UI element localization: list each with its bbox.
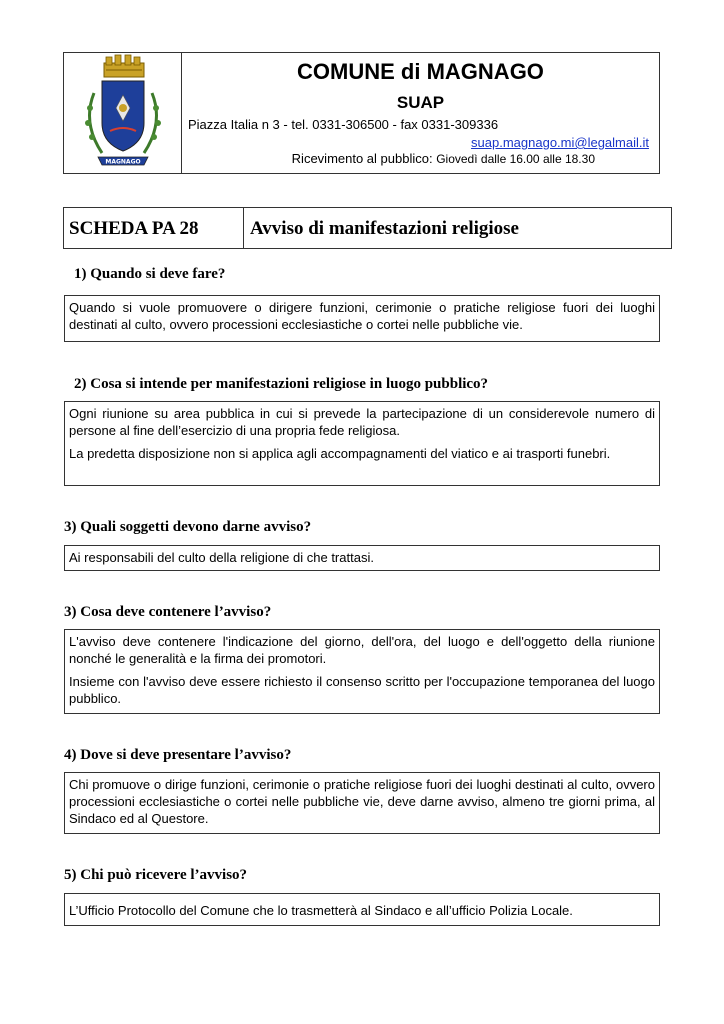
crest-banner-text: MAGNAGO [105, 158, 141, 166]
scheda-code: SCHEDA PA 28 [64, 208, 244, 248]
answer-4-paragraph-2: Insieme con l'avviso deve essere richiesto il consenso scritto per l'occupazione temporanea del luogo pubblico. [69, 674, 655, 706]
reception-label: Ricevimento al pubblico: [291, 151, 433, 166]
answer-2-paragraph-2: La predetta disposizione non si applica agli accompagnamenti del viatico e ai trasporti funebri. [69, 446, 611, 461]
scheda-box [63, 207, 672, 249]
answer-box-4 [64, 629, 660, 714]
answer-6-paragraph-1: L’Ufficio Protocollo del Comune che lo trasmetterà al Sindaco e all’ufficio Polizia Locale. [69, 903, 573, 918]
answer-1-paragraph-1: Quando si vuole promuovere o dirigere funzioni, cerimonie o pratiche religiose fuori dei luoghi destinati al culto, ovvero processioni ecclesiastiche o cortei nelle pubbliche vie. [69, 300, 655, 332]
answer-box-5 [64, 772, 660, 834]
answer-3-paragraph-1: Ai responsabili del culto della religione di che trattasi. [69, 550, 374, 565]
address-line: Piazza Italia n 3 - tel. 0331-306500 - fax 0331-309336 [188, 117, 499, 132]
email-link[interactable]: suap.magnago.mi@legalmail.it [471, 135, 649, 150]
answer-2-paragraph-1: Ogni riunione su area pubblica in cui si prevede la partecipazione di un considerevole numero di persone al fine dell’esercizio di una propria fede religiosa. [69, 406, 655, 438]
reception-hours: Giovedì dalle 16.00 alle 18.30 [436, 152, 595, 166]
question-5: 4) Dove si deve presentare l’avviso? [64, 747, 292, 763]
header-box [63, 52, 660, 174]
question-6: 5) Chi può ricevere l’avviso? [64, 867, 248, 883]
answer-box-1 [64, 295, 660, 342]
question-1: 1) Quando si deve fare? [74, 266, 226, 282]
question-4: 3) Cosa deve contenere l’avviso? [64, 604, 272, 620]
logo-cell [64, 53, 182, 173]
question-2: 2) Cosa si intende per manifestazioni religiose in luogo pubblico? [74, 376, 489, 392]
answer-5-paragraph-1: Chi promuove o dirige funzioni, cerimonie o pratiche religiose fuori dei luoghi destinati al culto, ovvero processioni ecclesiastiche o cortei nelle pubbliche vie, deve darne avviso, almeno tre giorni prima, al Sindaco ed al Questore. [69, 777, 655, 826]
answer-box-3 [64, 545, 660, 571]
answer-4-paragraph-1: L'avviso deve contenere l'indicazione del giorno, dell'ora, del luogo e dell'oggetto della riunione nonché le generalità e la firma dei promotori. [69, 634, 655, 666]
question-3: 3) Quali soggetti devono darne avviso? [64, 519, 312, 535]
answer-box-6 [64, 893, 660, 926]
office-subtitle: SUAP [396, 93, 445, 112]
reception-line [182, 151, 595, 166]
scheda-title: Avviso di manifestazioni religiose [250, 218, 519, 239]
magnago-crest-icon [64, 53, 182, 173]
answer-box-2 [64, 401, 660, 486]
municipality-title: COMUNE di MAGNAGO [297, 59, 544, 84]
